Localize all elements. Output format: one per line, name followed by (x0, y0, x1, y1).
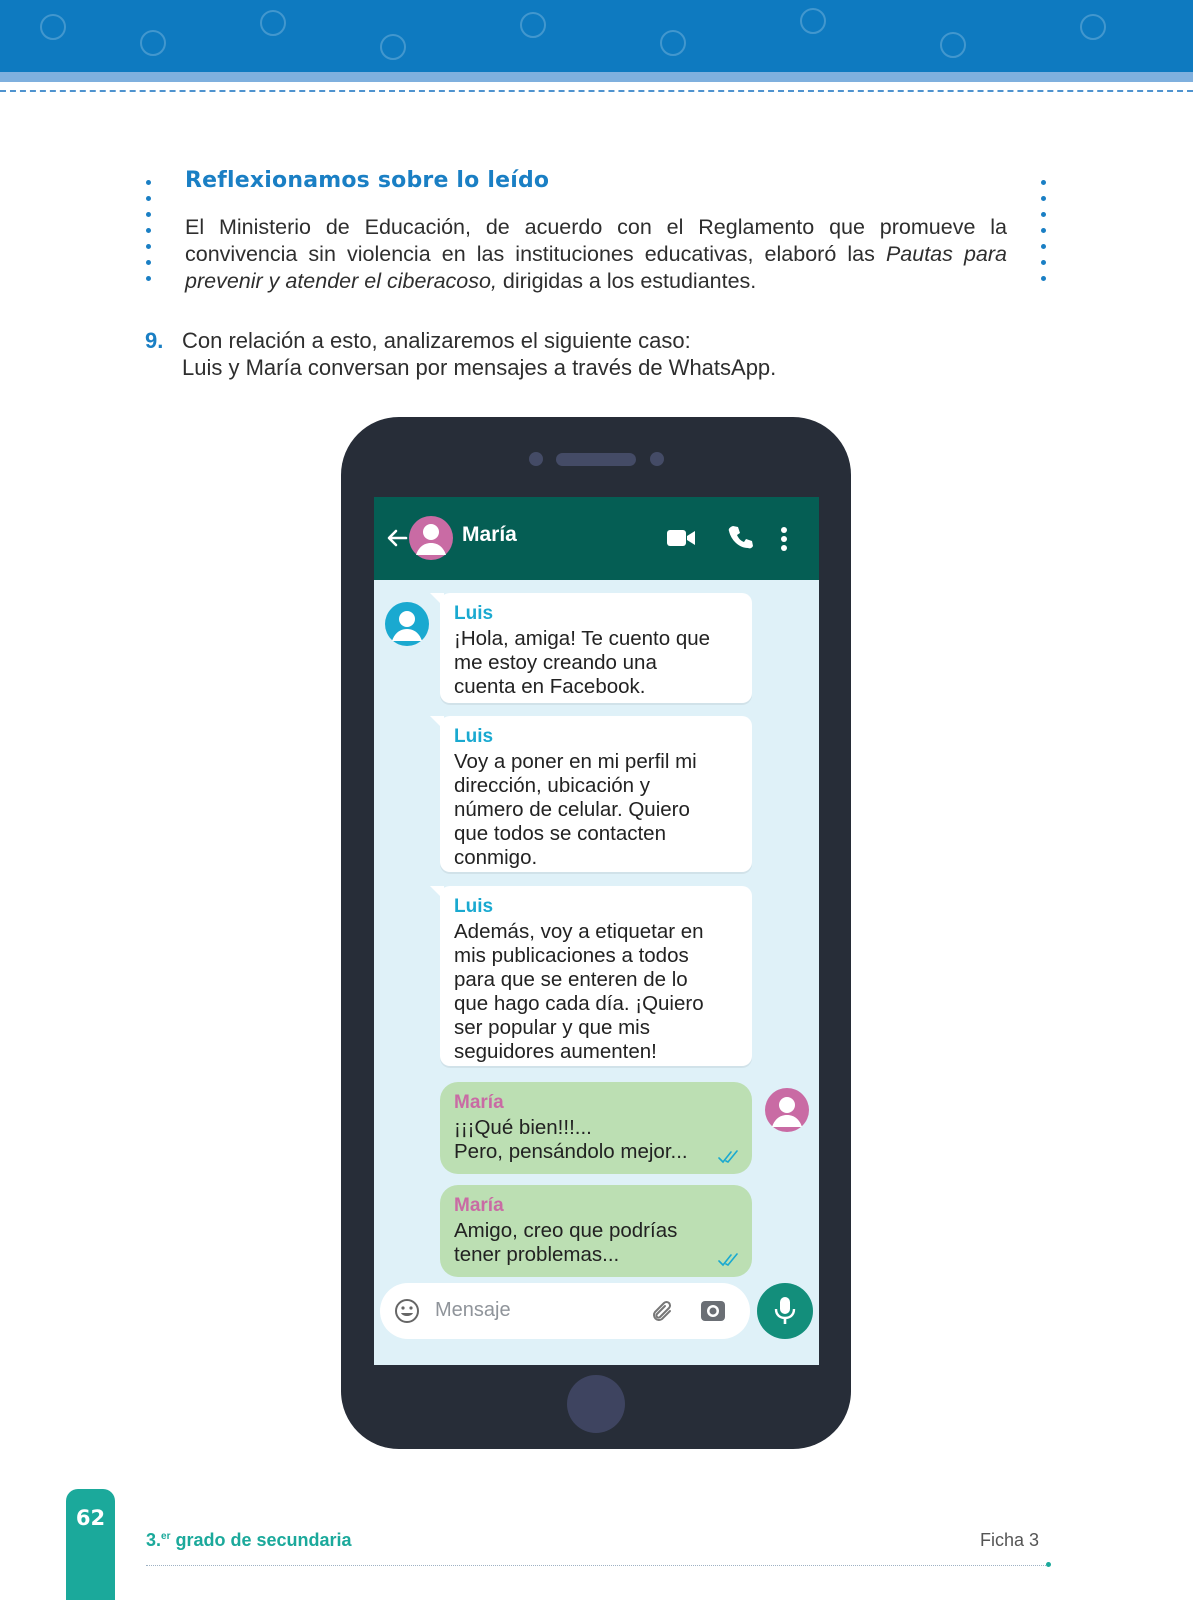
camera-dot (650, 452, 664, 466)
more-options-icon[interactable] (780, 526, 788, 552)
intro-italic-text: Pautas para prevenir y atender el ciberacoso, (185, 242, 1007, 293)
back-arrow-icon[interactable] (384, 525, 410, 551)
intro-text: El Ministerio de Educación, de acuerdo con el Reglamento que promueve la convivencia sin violencia en las instituciones educativas, elaboró las (185, 215, 1007, 266)
intro-paragraph (185, 214, 1007, 295)
emoji-icon[interactable] (394, 1298, 420, 1324)
message-bubble[interactable] (440, 1185, 752, 1277)
message-line: Además, voy a etiquetar en (454, 920, 704, 943)
read-ticks-icon (718, 1253, 740, 1267)
message-line: número de celular. Quiero (454, 798, 690, 821)
read-ticks-icon (718, 1150, 740, 1164)
sensor-dot (529, 452, 543, 466)
footer-dot (1046, 1562, 1051, 1567)
message-line: dirección, ubicación y (454, 774, 650, 797)
question-line-1: Con relación a esto, analizaremos el siguiente caso: (182, 328, 691, 353)
message-line: ¡¡¡Qué bien!!!... (454, 1116, 592, 1139)
grade-number: 3. (146, 1530, 162, 1550)
message-line: Pero, pensándolo mejor... (454, 1140, 688, 1163)
doodle-icon (1080, 14, 1106, 40)
luis-avatar-icon (384, 601, 430, 647)
ficha-label: Ficha 3 (980, 1530, 1040, 1550)
phone-speaker (556, 453, 636, 466)
message-line: Voy a poner en mi perfil mi (454, 750, 697, 773)
message-bubble[interactable] (440, 593, 752, 703)
microphone-icon (773, 1296, 797, 1326)
message-sender: Luis (454, 603, 494, 624)
left-dots-marker (146, 180, 152, 292)
message-line: mis publicaciones a todos (454, 944, 689, 967)
chat-screen (374, 497, 819, 1365)
message-sender: Luis (454, 726, 494, 747)
message-bubble[interactable] (440, 1082, 752, 1174)
doodle-icon (260, 10, 286, 36)
footer-divider (146, 1565, 1046, 1566)
message-line: tener problemas... (454, 1243, 620, 1266)
camera-icon[interactable] (700, 1298, 726, 1324)
mic-button[interactable] (757, 1283, 813, 1339)
top-banner (0, 0, 1193, 72)
message-line: ¡Hola, amiga! Te cuento que (454, 627, 711, 650)
page-number-tab (66, 1489, 115, 1600)
chat-header (374, 497, 819, 580)
message-line: para que se enteren de lo (454, 968, 688, 991)
intro-text-end: dirigidas a los estudiantes. (496, 269, 757, 293)
section-title: Reflexionamos sobre lo leído (185, 168, 550, 193)
voice-call-icon[interactable] (727, 523, 755, 551)
message-input-bar[interactable] (380, 1283, 750, 1339)
message-line: conmigo. (454, 846, 538, 869)
message-line: cuenta en Facebook. (454, 675, 646, 698)
message-line: Amigo, creo que podrías (454, 1219, 678, 1242)
contact-name: María (462, 523, 517, 546)
message-bubble[interactable] (440, 886, 752, 1066)
maria-avatar-icon (764, 1087, 810, 1133)
message-line: que hago cada día. ¡Quiero (454, 992, 704, 1015)
right-dots-marker (1041, 180, 1047, 292)
contact-avatar-icon[interactable] (408, 515, 454, 561)
message-line: ser popular y que mis (454, 1016, 650, 1039)
message-sender: Luis (454, 896, 494, 917)
grade-ordinal: er (161, 1531, 171, 1542)
home-button (567, 1375, 625, 1433)
question-number: 9. (145, 328, 164, 353)
message-sender: María (454, 1092, 504, 1113)
message-line: seguidores aumenten! (454, 1040, 657, 1063)
page-number: 62 (75, 1506, 106, 1530)
message-line: que todos se contacten (454, 822, 666, 845)
doodle-icon (800, 8, 826, 34)
question-line-2: Luis y María conversan por mensajes a través de WhatsApp. (182, 355, 777, 380)
banner-strip (0, 72, 1193, 82)
video-call-icon[interactable] (666, 527, 696, 549)
doodle-icon (140, 30, 166, 56)
message-bubble[interactable] (440, 716, 752, 872)
banner-divider (0, 90, 1193, 92)
message-input[interactable]: Mensaje (435, 1299, 511, 1321)
message-line: me estoy creando una (454, 651, 657, 674)
doodle-icon (380, 34, 406, 60)
grade-text: grado de secundaria (170, 1530, 352, 1550)
doodle-icon (520, 12, 546, 38)
message-sender: María (454, 1195, 504, 1216)
doodle-icon (40, 14, 66, 40)
phone-device (341, 417, 851, 1449)
grade-label (146, 1530, 352, 1551)
attach-clip-icon[interactable] (648, 1297, 676, 1325)
doodle-icon (940, 32, 966, 58)
doodle-icon (660, 30, 686, 56)
